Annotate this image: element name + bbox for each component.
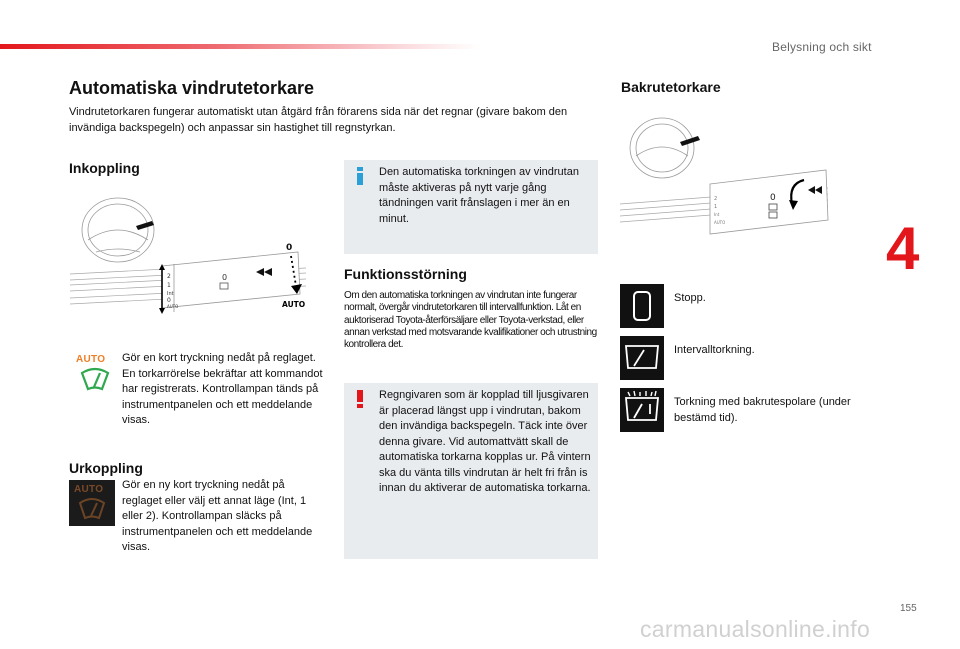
rear-wash-icon-box <box>620 388 664 432</box>
svg-text:1: 1 <box>714 204 718 210</box>
warning-note-text: Regngivaren som är kopplad till ljusgivaren är placerad längst upp i vindrutan, bakom den invändiga backspegeln. Täck inte över denna givare. Vid automattvätt skall de automatiska torkarna kopplas ur. På vintern ska du vänta tills vindrutan är helt fri från is innan du aktiverar de automatiska torkarna. <box>379 389 591 494</box>
page-title: Automatiska vindrutetorkare <box>69 78 315 98</box>
lever-position-auto: AUTO <box>282 300 306 309</box>
chapter-number: 4 <box>886 215 920 282</box>
rear-item-stop: Stopp. <box>674 292 706 304</box>
lever-mark-auto: AUTO <box>167 304 179 309</box>
lever-mark-0: 0 <box>167 297 171 304</box>
lever-position-zero: 0 <box>286 243 293 253</box>
lever-mark-1: 1 <box>167 282 171 289</box>
wash-wipe-icon <box>620 388 664 432</box>
lever-mark-2: 2 <box>167 273 171 280</box>
rear-stop-icon-box <box>620 284 664 328</box>
section-label: Belysning och sikt <box>772 40 872 54</box>
lever-mark-int: Int <box>167 291 174 297</box>
watermark: carmanualsonline.info <box>640 616 871 642</box>
rear-item-wash: Torkning med bakrutespolare (under bestämd tid). <box>674 396 851 424</box>
rear-item-interval: Intervalltorkning. <box>674 344 755 356</box>
auto-icon-label-dim: AUTO <box>74 484 104 495</box>
lever-zero-mark: 0 <box>222 273 228 282</box>
warning-icon <box>353 389 367 409</box>
rear-wiper-lever-illustration <box>618 108 834 244</box>
windscreen-wiper-icon <box>80 367 110 393</box>
page-number: 155 <box>900 603 917 614</box>
malfunction-text: Om den automatiska torkningen av vindrutan inte fungerar normalt, övergår vindrutetorkaren till intervallfunktion. Låt en auktoriserad Toyota-återförsäljare eller Toyota-verkstad, eller annan verkstad med motsvarande kvalifikationer och utrustning kontrollera det. <box>344 290 597 351</box>
svg-text:2: 2 <box>714 196 718 202</box>
info-icon <box>353 166 367 186</box>
svg-text:AUTO: AUTO <box>714 220 726 225</box>
rear-interval-icon-box <box>620 336 664 380</box>
info-note-text: Den automatiska torkningen av vindrutan måste aktiveras på nytt varje gång tändningen varit frånslagen i mer än en minut. <box>379 166 579 225</box>
auto-icon-label: AUTO <box>76 354 106 365</box>
rear-lever-zero-mark: 0 <box>770 193 776 203</box>
deactivation-text: Gör en ny kort tryckning nedåt på reglaget eller välj ett annat läge (Int, 1 eller 2). Kontrollampan släcks på instrumentpanelen och ett meddelande visas. <box>122 479 313 553</box>
interval-wipe-icon <box>620 336 664 380</box>
front-wiper-lever-illustration <box>66 190 328 325</box>
auto-wiper-icon-lit <box>72 352 118 398</box>
activation-text: Gör en kort tryckning nedåt på reglaget. En torkarrörelse bekräftar att kommandot har registrerats. Kontrollampan tänds på instrumentpanelen och ett meddelande visas. <box>122 352 323 426</box>
stop-icon <box>620 284 664 328</box>
windscreen-wiper-icon-dim <box>78 497 106 521</box>
activation-heading: Inkoppling <box>69 160 140 176</box>
rear-wiper-heading: Bakrutetorkare <box>621 79 721 95</box>
auto-wiper-icon-off <box>69 480 115 526</box>
svg-text:Int: Int <box>714 212 720 217</box>
malfunction-heading: Funktionsstörning <box>344 266 467 282</box>
intro-paragraph: Vindrutetorkaren fungerar automatiskt utan åtgärd från förarens sida när det regnar (givare bakom den invändiga backspegeln) och anpassar sin hastighet till regnstyrkan. <box>69 106 568 134</box>
deactivation-heading: Urkoppling <box>69 460 143 476</box>
header-accent-bar <box>0 44 480 49</box>
